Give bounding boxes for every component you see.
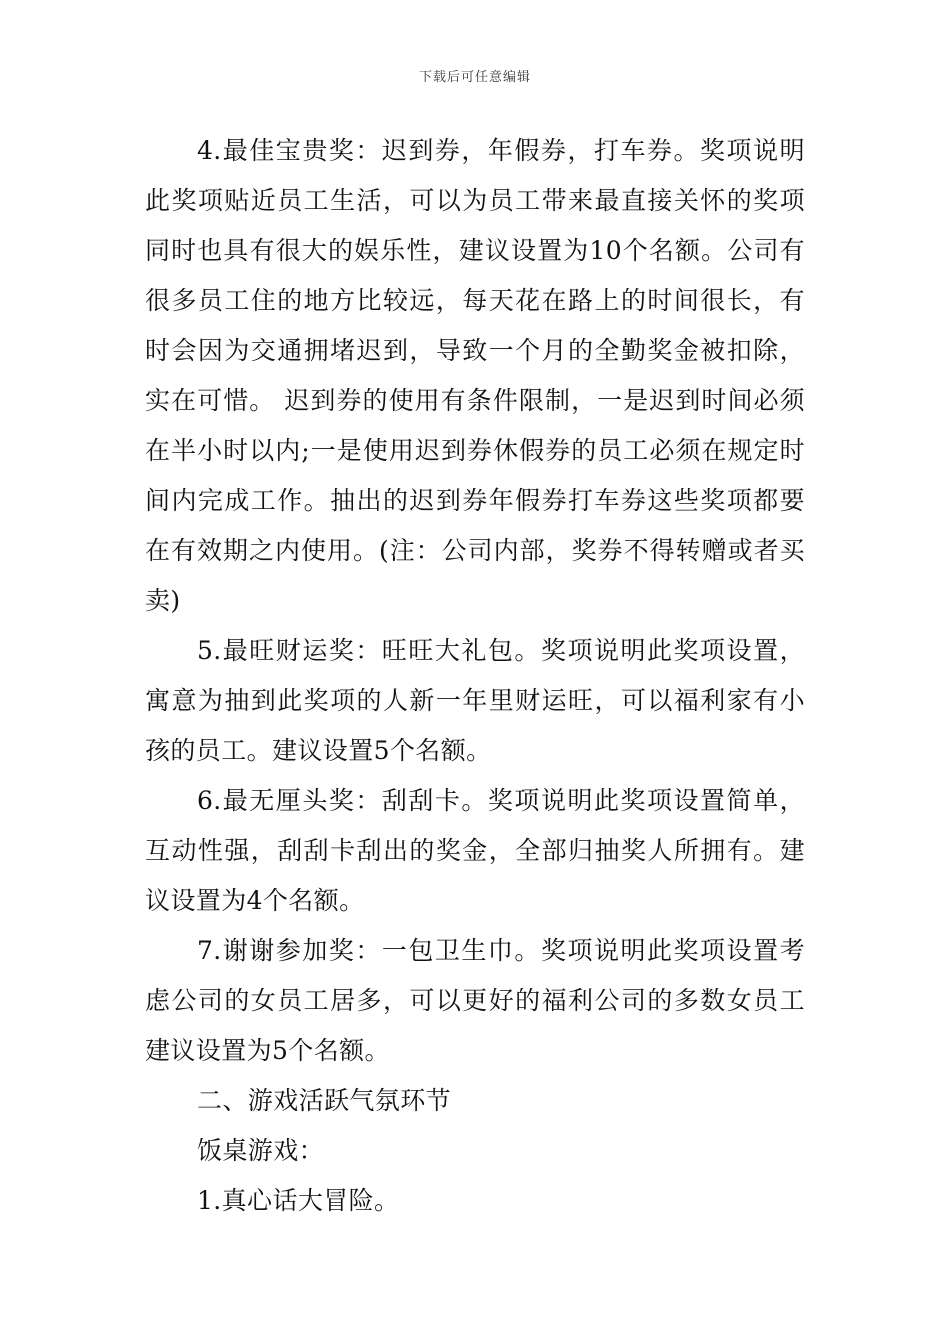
paragraph-award-6: 6.最无厘头奖：刮刮卡。奖项说明此奖项设置简单，互动性强，刮刮卡刮出的奖金，全部归抽奖人所拥有。建议设置为4个名额。	[145, 786, 805, 915]
subheading-table-games: 饭桌游戏：	[197, 1136, 325, 1165]
header-note: 下载后可任意编辑	[418, 70, 531, 85]
list-item-truth-or-dare: 1.真心话大冒险。	[197, 1186, 400, 1215]
document-body	[145, 126, 805, 1226]
paragraph-award-5: 5.最旺财运奖：旺旺大礼包。奖项说明此奖项设置，寓意为抽到此奖项的人新一年里财运旺，可以福利家有小孩的员工。建议设置5个名额。	[145, 636, 805, 765]
paragraph-award-7: 7.谢谢参加奖：一包卫生巾。奖项说明此奖项设置考虑公司的女员工居多，可以更好的福利公司的多数女员工建议设置为5个名额。	[145, 936, 805, 1065]
paragraph-award-4: 4.最佳宝贵奖：迟到券，年假券，打车券。奖项说明此奖项贴近员工生活，可以为员工带来最直接关怀的奖项同时也具有很大的娱乐性，建议设置为10个名额。公司有很多员工住的地方比较远，每天花在路上的时间很长，有时会因为交通拥堵迟到，导致一个月的全勤奖金被扣除，实在可惜。 迟到券的使用有条件限制，一是迟到时间必须在半小时以内;一是使用迟到券休假券的员工必须在规定时间内完成工作。抽出的迟到券年假券打车券这些奖项都要在有效期之内使用。(注：公司内部，奖券不得转赠或者买卖)	[145, 136, 805, 615]
section-heading-games: 二、游戏活跃气氛环节	[197, 1086, 452, 1115]
